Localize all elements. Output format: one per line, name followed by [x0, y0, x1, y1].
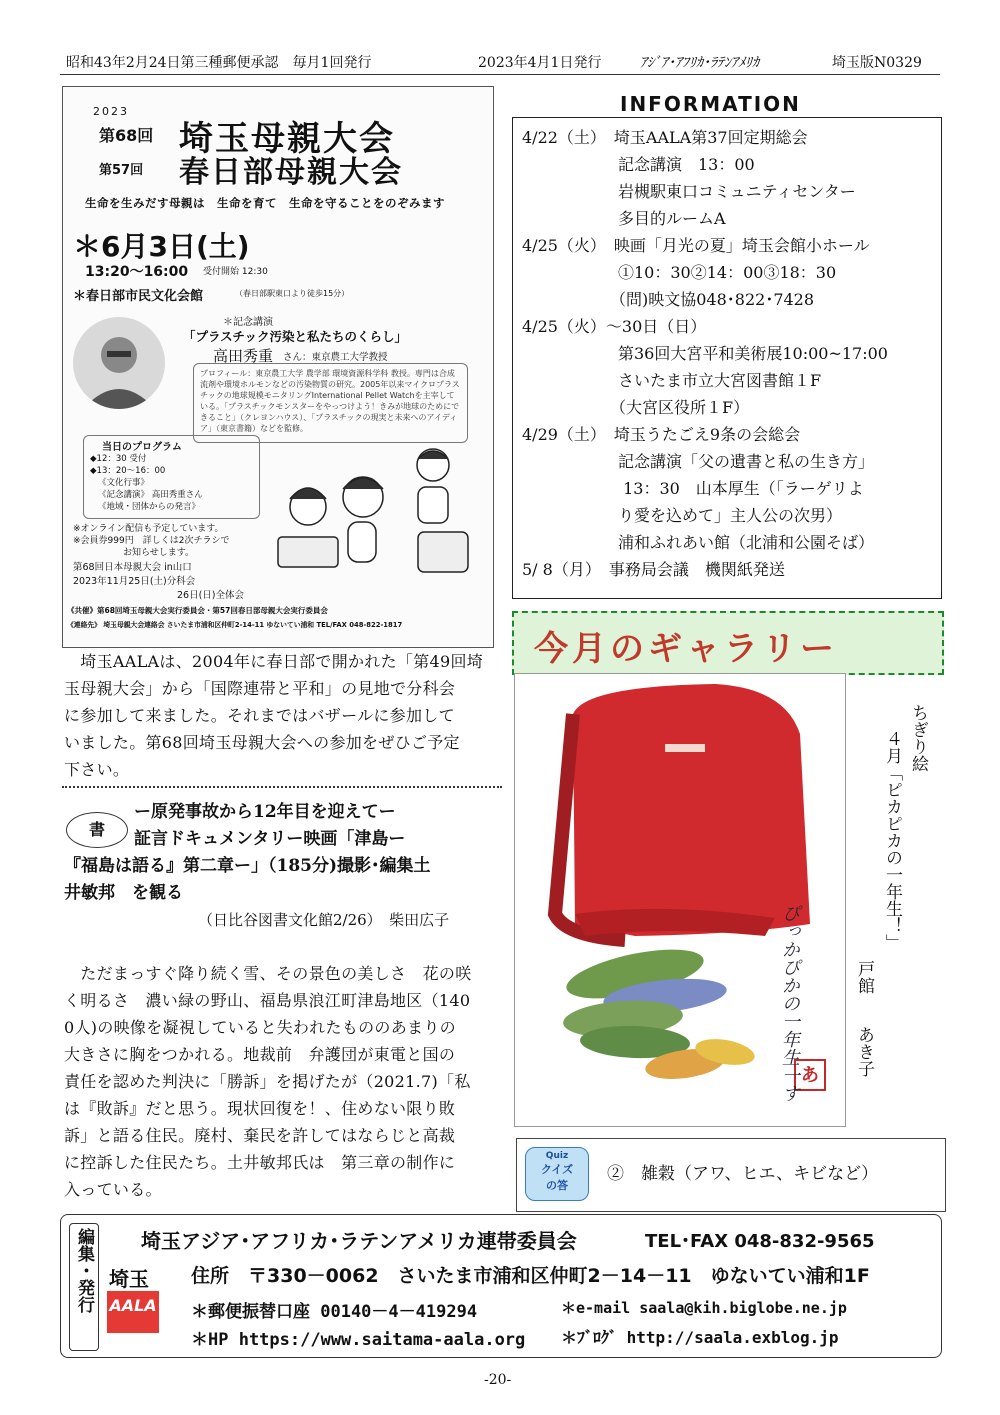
poster-reception: 受付開始 12:30	[203, 267, 268, 277]
edition-number: 埼玉版N0329	[832, 55, 922, 71]
program-item: ◆13：20～16：00	[90, 466, 166, 476]
info-line: 13：30 山本厚生（「ラーゲリよ	[522, 479, 864, 498]
program-title: 当日のプログラム	[102, 442, 182, 453]
info-line: （大宮区役所１F）	[522, 398, 750, 417]
info-line: 4/29（土） 埼玉うたごえ9条の会総会	[522, 425, 801, 444]
poster-year: 2023	[93, 105, 129, 118]
info-line: り愛を込めて」主人公の次男）	[522, 506, 843, 525]
org-short-name: ｱｼﾞｱ･ｱﾌﾘｶ･ﾗﾃﾝｱﾒﾘｶ	[640, 55, 759, 71]
poster-next-event: 第68回日本母親大会 in山口	[73, 562, 192, 573]
issue-date: 2023年4月1日発行	[478, 55, 602, 71]
page-number: -20-	[484, 1372, 512, 1388]
info-title: INFORMATION	[620, 92, 801, 116]
lecture-title: 「プラスチック汚染と私たちのくらし」	[183, 329, 408, 344]
header-rule	[60, 74, 940, 75]
footer-tel: TEL･FAX 048-832-9565	[645, 1231, 875, 1252]
gallery-banner	[512, 611, 944, 675]
gallery-caption-type: ちぎり絵	[908, 704, 928, 772]
program-item: 《地域・団体からの発言》	[98, 502, 201, 512]
poster-illustration	[268, 437, 483, 587]
info-line: さいたま市立大宮図書館１F	[522, 371, 822, 390]
review-title-line: ー原発事故から12年目を迎えてー	[134, 802, 396, 822]
gallery-banner-text: 今月のギャラリー	[534, 629, 838, 669]
poster-venue-note: （春日部駅東口より徒歩15分）	[235, 289, 350, 298]
info-line: 4/22（土） 埼玉AALA第37回定期総会	[522, 128, 808, 147]
poster-edition-57: 第57回	[99, 163, 144, 178]
poster-next-event-date-2: 26日(日)全体会	[177, 590, 245, 601]
info-line: 4/25（火） 映画「月光の夏」埼玉会館小ホール	[522, 236, 870, 255]
footer-homepage-link[interactable]: ＊HP https://www.saitama-aala.org	[191, 1330, 526, 1350]
artist-seal: あ	[801, 1065, 819, 1086]
poster-next-event-date: 2023年11月25日(土)分科会	[73, 576, 196, 587]
speaker-photo	[73, 317, 165, 409]
review-byline: （日比谷図書文化館2/26） 柴田広子	[198, 911, 450, 929]
info-line: 記念講演 13：00	[522, 155, 755, 174]
review-line: は『敗訴』だと思う。現状回復を！、住めない限り敗	[64, 1099, 456, 1118]
section-divider	[62, 786, 502, 788]
footer-org-name: 埼玉アジア･アフリカ･ラテンアメリカ連帯委員会	[141, 1229, 577, 1253]
review-line: 責任を認めた判決に「勝訴」を掲げたが（2021.7)「私	[64, 1072, 471, 1091]
aala-line: いました。第68回埼玉母親大会への参加をぜひご予定	[64, 733, 460, 752]
review-stamp-icon: 書	[66, 812, 128, 848]
artwork-handwriting: ぴっかぴかの一年生一す	[779, 904, 800, 1102]
review-title	[134, 799, 405, 853]
quiz-answer: ② 雑穀（アワ、ヒエ、キビなど）	[607, 1164, 879, 1184]
postal-permit: 昭和43年2月24日第三種郵便承認 毎月1回発行	[66, 55, 372, 71]
event-poster	[62, 86, 494, 648]
poster-edition-68: 第68回	[99, 126, 154, 145]
info-line: 4/25（火）～30日（日）	[522, 317, 707, 336]
review-line: に控訴した住民たち。土井敏邦氏は 第三章の制作に	[64, 1153, 456, 1172]
program-item: 《文化行事》	[98, 478, 150, 488]
poster-title-kasukabe: 春日部母親大会	[179, 155, 403, 190]
info-line: （問)映文協048･822･7428	[522, 290, 815, 309]
gallery-artist-given: あき子	[854, 1026, 874, 1077]
poster-sponsor: 《共催》第68回埼玉母親大会実行委員会・第57回春日部母親大会実行委員会	[67, 606, 328, 615]
program-item: 《記念講演》 高田秀重さん	[98, 490, 203, 500]
quiz-badge-text: の答	[546, 1179, 568, 1192]
review-line: 入っている。	[64, 1180, 162, 1199]
poster-fee-note: ※会員券999円 詳しくは2次チラシで	[73, 536, 230, 546]
poster-title-saitama: 埼玉母親大会	[179, 119, 395, 159]
footer-address: 住所 〒330－0062 さいたま市浦和区仲町2－14－11 ゆないてい浦和1F	[191, 1265, 870, 1287]
footer-email[interactable]: ＊e-mail saala@kih.biglobe.ne.jp	[561, 1299, 847, 1317]
quiz-answer-box	[516, 1138, 946, 1212]
info-line: 多目的ルームA	[522, 209, 726, 228]
review-title-cont	[64, 853, 431, 907]
review-line: く明るさ 濃い緑の野山、福島県浪江町津島地区（140	[64, 991, 471, 1010]
poster-fee-note-2: お知らせします。	[123, 548, 195, 558]
footer-side-label: 編集・発行	[74, 1228, 94, 1313]
footer-postal-account: ＊郵便振替口座 00140－4－419294	[191, 1302, 478, 1322]
footer-logo-text: 埼玉	[109, 1267, 149, 1291]
gallery-artist-surname: 戸館	[854, 960, 874, 994]
aala-line: に参加して来ました。それまではバザールに参加して	[64, 706, 455, 725]
speaker-profile: プロフィール：東京農工大学 農学部 環境資源科学科 教授。専門は合成流剤や環境ホルモンなどの汚染物質の研究。2005年以来マイクロプラスチックの地球規模モニタリングInternational Pellet Watchを主宰している。「プラスチックモンスターをやっつけよう！きみが地球のためにできること」（クレヨンハウス）、「プラスチックの現実と未来へのアイディア」（東京書籍）などを監修。	[193, 363, 468, 443]
info-line: 記念講演「父の遺書と私の生き方」	[522, 452, 875, 471]
quiz-badge-text: Quiz	[545, 1151, 569, 1161]
poster-slogan: 生命を生みだす母親は 生命を育て 生命を守ることをのぞみます	[85, 196, 445, 210]
poster-online-note: ※オンライン配信も予定しています。	[73, 524, 224, 534]
review-title-line: 『福島は語る』第二章ー」（185分)撮影･編集土	[64, 856, 431, 876]
speaker-name: 高田秀重	[213, 347, 274, 365]
quiz-badge-text: クイズ	[540, 1163, 574, 1176]
gallery-artwork	[514, 673, 846, 1127]
footer-blog-link[interactable]: ＊ﾌﾞﾛｸﾞ http://saala.exblog.jp	[561, 1328, 839, 1347]
speaker-affiliation: さん：東京農工大学教授	[283, 352, 388, 363]
review-line: ただまっすぐ降り続く雪、その景色の美しさ 花の咲	[64, 964, 472, 983]
review-title-line: 証言ドキュメンタリー映画「津島ー	[134, 829, 406, 849]
review-line: 大きさに胸をつかれる。地裁前 弁護団が東電と国の	[64, 1045, 456, 1064]
program-item: ◆12：30 受付	[90, 454, 147, 464]
footer-side-box	[69, 1223, 99, 1351]
info-line: 浦和ふれあい館（北浦和公園そば）	[522, 533, 875, 552]
review-line: 訴」と語る住民。廃村、棄民を許してはならじと高裁	[64, 1126, 456, 1145]
aala-line: 埼玉AALAは、2004年に春日部で開かれた「第49回埼	[64, 652, 484, 671]
review-line: 0人)の映像を凝視していると失われたもののあまりの	[64, 1018, 456, 1037]
poster-venue: ＊春日部市民文化会館	[73, 289, 204, 304]
aala-paragraph	[64, 648, 504, 783]
info-line: 第36回大宮平和美術展10:00~17:00	[522, 344, 888, 363]
gallery-caption-title: ４月「ピカピカの一年生！」	[882, 730, 902, 951]
review-body	[64, 960, 504, 1203]
quiz-badge-icon	[525, 1147, 589, 1201]
info-line: ①10：30②14：00③18：30	[522, 263, 837, 282]
poster-time: 13:20～16:00	[85, 264, 189, 280]
footer-logo-icon: AALA	[107, 1291, 159, 1333]
program-box	[83, 435, 260, 519]
publisher-footer	[60, 1214, 942, 1358]
aala-line: 下さい。	[64, 760, 130, 779]
aala-line: 玉母親大会」から「国際連帯と平和」の見地で分科会	[64, 679, 456, 698]
lecture-label: ＊記念講演	[223, 317, 273, 328]
info-line: 岩槻駅東口コミュニティセンター	[522, 182, 856, 201]
poster-date: ＊6月3日(土)	[73, 230, 250, 263]
review-title-line: 井敏邦 を観る	[64, 883, 183, 903]
poster-contact: 《連絡先》 埼玉母親大会連絡会 さいたま市浦和区仲町2-14-11 ゆないてい浦和 TEL/FAX 048-822-1817	[67, 621, 403, 629]
info-line: 5/ 8（月） 事務局会議 機関紙発送	[522, 560, 785, 579]
